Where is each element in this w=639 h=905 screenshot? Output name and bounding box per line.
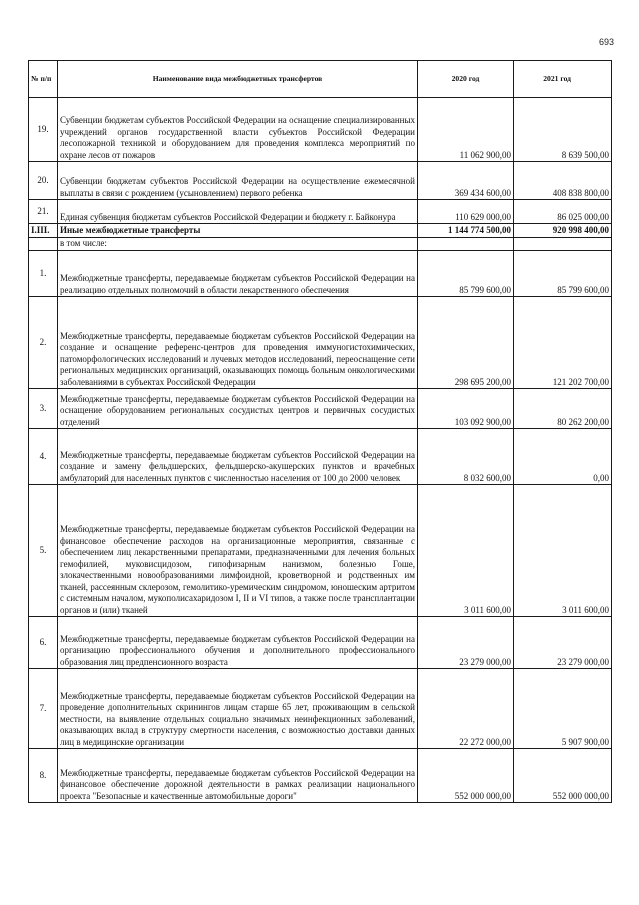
row-number: 8. (29, 749, 58, 803)
row-amount-2021: 3 011 600,00 (514, 485, 612, 617)
row-name: Межбюджетные трансферты, передаваемые бюджетам субъектов Российской Федерации на проведение дополнительных скринингов лицам старше 65 лет, проживающим в сельской местности, на выявление отдельных социально значимых неинфекционных заболеваний, оказывающих вклад в структуру смертности населения, с возможностью доставки данных лиц в медицинские организации (58, 669, 418, 749)
subheading-row (29, 238, 612, 251)
row-number: 7. (29, 669, 58, 749)
row-amount-2021: 8 639 500,00 (514, 98, 612, 162)
row-number: 21. (29, 200, 58, 224)
row-number: 4. (29, 429, 58, 485)
row-amount-2021: 23 279 000,00 (514, 617, 612, 669)
row-amount-2020: 11 062 900,00 (418, 98, 514, 162)
row-amount-2021: 0,00 (514, 429, 612, 485)
page-number: 693 (598, 37, 614, 47)
row-amount-2020: 23 279 000,00 (418, 617, 514, 669)
header-2020: 2020 год (418, 61, 514, 98)
row-amount-2020: 3 011 600,00 (418, 485, 514, 617)
table-row (29, 162, 612, 200)
row-amount-2020: 85 799 600,00 (418, 251, 514, 297)
row-amount-2021: 408 838 800,00 (514, 162, 612, 200)
table-header (29, 61, 612, 98)
row-amount-2021: 5 907 900,00 (514, 669, 612, 749)
row-amount-2020: 8 032 600,00 (418, 429, 514, 485)
table-row (29, 749, 612, 803)
row-name: Субвенции бюджетам субъектов Российской Федерации на оснащение специализированных учреждений органов государственной власти субъектов Российской Федерации лесопожарной техникой и оборудованием для проведения комплекса мероприятий по охране лесов от пожаров (58, 98, 418, 162)
table-row (29, 251, 612, 297)
table-body (29, 98, 612, 803)
row-name: Межбюджетные трансферты, передаваемые бюджетам субъектов Российской Федерации на организацию профессионального обучения и дополнительного профессионального образования лиц предпенсионного возраста (58, 617, 418, 669)
row-amount-2020: 298 695 200,00 (418, 297, 514, 389)
table-row (29, 485, 612, 617)
row-name: Межбюджетные трансферты, передаваемые бюджетам субъектов Российской Федерации на финансовое обеспечение расходов на организационные мероприятия, связанные с обеспечением лиц лекарственными препаратами, предназначенными для лечения больных гемофилией, муковисцидозом, гипофизарным нанизмом, болезнью Гоше, злокачественными новообразованиями лимфоидной, кроветворной и родственных им тканей, рассеянным склерозом, гемолитико-уремическим синдромом, юношеским артритом с системным началом, мукополисахаридозом I, II и VI типов, а также после трансплантации органов и (или) тканей (58, 485, 418, 617)
row-amount-2020: 22 272 000,00 (418, 669, 514, 749)
row-number: 5. (29, 485, 58, 617)
row-name: Межбюджетные трансферты, передаваемые бюджетам субъектов Российской Федерации на реализацию отдельных полномочий в области лекарственного обеспечения (58, 251, 418, 297)
row-amount-2020: 369 434 600,00 (418, 162, 514, 200)
row-name: Субвенции бюджетам субъектов Российской Федерации на осуществление ежемесячной выплаты в связи с рождением (усыновлением) первого ребенка (58, 162, 418, 200)
table-row (29, 617, 612, 669)
section-row (29, 224, 612, 238)
header-row (29, 61, 612, 98)
row-amount-2020: 110 629 000,00 (418, 200, 514, 224)
row-name: Единая субвенция бюджетам субъектов Российской Федерации и бюджету г. Байконура (58, 200, 418, 224)
row-number (29, 238, 58, 251)
row-name: Межбюджетные трансферты, передаваемые бюджетам субъектов Российской Федерации на создание и замену фельдшерских, фельдшерско-акушерских пунктов и врачебных амбулаторий для населенных пунктов с численностью населения от 100 до 2000 человек (58, 429, 418, 485)
header-2021: 2021 год (514, 61, 612, 98)
row-number: 1. (29, 251, 58, 297)
header-num: № п/п (29, 61, 58, 98)
table-row (29, 297, 612, 389)
row-number: 19. (29, 98, 58, 162)
transfers-table (28, 60, 612, 803)
row-amount-2021: 80 262 200,00 (514, 389, 612, 429)
row-number: 6. (29, 617, 58, 669)
row-name: Межбюджетные трансферты, передаваемые бюджетам субъектов Российской Федерации на оснащение оборудованием региональных сосудистых центров и первичных сосудистых отделений (58, 389, 418, 429)
row-amount-2021: 85 799 600,00 (514, 251, 612, 297)
row-amount-2021: 121 202 700,00 (514, 297, 612, 389)
row-name: Межбюджетные трансферты, передаваемые бюджетам субъектов Российской Федерации на создание и оснащение референс-центров для проведения иммуногистохимических, патоморфологических исследований и лучевых методов исследований, переоснащение сети региональных медицинских организаций, оказывающих помощь больным онкологическими заболеваниями в субъектах Российской Федерации (58, 297, 418, 389)
row-number: 20. (29, 162, 58, 200)
table-row (29, 389, 612, 429)
row-amount-2021: 86 025 000,00 (514, 200, 612, 224)
row-number: I.III. (29, 224, 58, 238)
row-amount-2021 (514, 238, 612, 251)
row-name: Межбюджетные трансферты, передаваемые бюджетам субъектов Российской Федерации на финансовое обеспечение дорожной деятельности в рамках реализации национального проекта "Безопасные и качественные автомобильные дороги" (58, 749, 418, 803)
row-name: в том числе: (58, 238, 418, 251)
row-amount-2020 (418, 238, 514, 251)
row-number: 2. (29, 297, 58, 389)
row-amount-2020: 552 000 000,00 (418, 749, 514, 803)
row-amount-2020: 1 144 774 500,00 (418, 224, 514, 238)
row-amount-2021: 920 998 400,00 (514, 224, 612, 238)
table-row (29, 669, 612, 749)
table-row (29, 429, 612, 485)
table-row (29, 98, 612, 162)
row-amount-2020: 103 092 900,00 (418, 389, 514, 429)
table-row (29, 200, 612, 224)
header-name: Наименование вида межбюджетных трансфертов (58, 61, 418, 98)
row-number: 3. (29, 389, 58, 429)
row-amount-2021: 552 000 000,00 (514, 749, 612, 803)
row-name: Иные межбюджетные трансферты (58, 224, 418, 238)
